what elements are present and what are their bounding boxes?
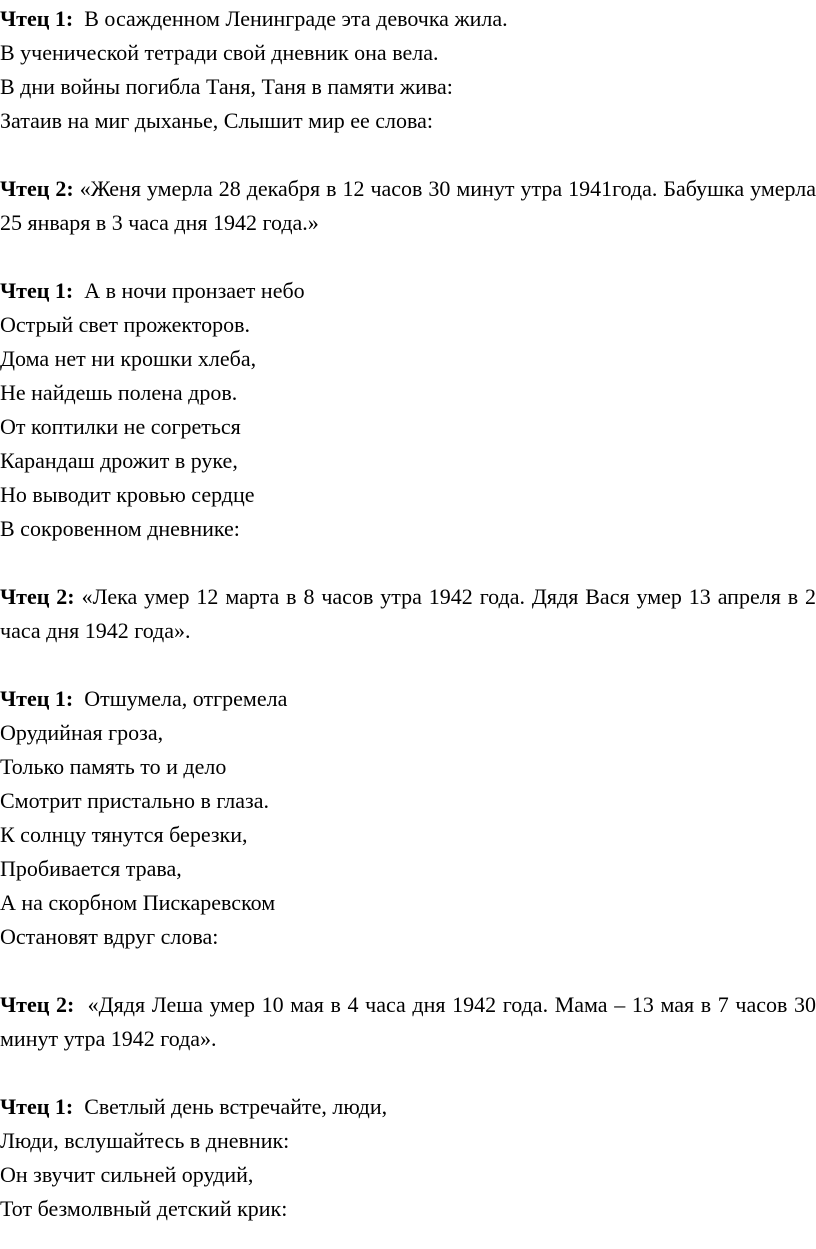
verse-block <box>0 274 816 546</box>
verse-line: А на скорбном Пискаревском <box>0 890 276 915</box>
verse-line: Люди, вслушайтесь в дневник: <box>0 1128 290 1153</box>
verse-text: А в ночи пронзает небо <box>84 278 305 303</box>
verse-line: Карандаш дрожит в руке, <box>0 448 238 473</box>
verse-line: Не найдешь полена дров. <box>0 380 238 405</box>
verse-line: В ученической тетради свой дневник она вела. <box>0 40 439 65</box>
verse-line: Смотрит пристально в глаза. <box>0 788 270 813</box>
verse-line: От коптилки не согреться <box>0 414 241 439</box>
verse-line: В дни войны погибла Таня, Таня в памяти жива: <box>0 74 453 99</box>
verse-block <box>0 682 816 954</box>
speaker-label: Чтец 1: <box>0 1094 74 1119</box>
speaker-label: Чтец 2: <box>0 176 74 201</box>
speaker-label: Чтец 1: <box>0 6 74 31</box>
speaker-label: Чтец 1: <box>0 278 74 303</box>
diary-entry <box>0 580 816 648</box>
diary-text: «Лека умер 12 марта в 8 часов утра 1942 года. Дядя Вася умер 13 апреля в 2 часа дня 1942 года». <box>0 584 816 643</box>
verse-line <box>0 2 816 36</box>
verse-block <box>0 1090 816 1226</box>
verse-text: В осажденном Ленинграде эта девочка жила. <box>84 6 508 31</box>
verse-text: Отшумела, отгремела <box>84 686 288 711</box>
diary-entry <box>0 172 816 240</box>
verse-line <box>0 682 816 716</box>
verse-line: Только память то и дело <box>0 754 227 779</box>
verse-block <box>0 2 816 138</box>
verse-line: Дома нет ни крошки хлеба, <box>0 346 257 371</box>
verse-line: Но выводит кровью сердце <box>0 482 255 507</box>
diary-entry <box>0 988 816 1056</box>
verse-line: В сокровенном дневнике: <box>0 516 240 541</box>
speaker-label: Чтец 1: <box>0 686 74 711</box>
verse-line: Орудийная гроза, <box>0 720 164 745</box>
verse-line <box>0 1090 816 1124</box>
verse-line: Тот безмолвный детский крик: <box>0 1196 288 1221</box>
verse-line: Острый свет прожекторов. <box>0 312 251 337</box>
verse-line <box>0 274 816 308</box>
verse-line: Пробивается трава, <box>0 856 182 881</box>
verse-line: К солнцу тянутся березки, <box>0 822 248 847</box>
verse-line: Остановят вдруг слова: <box>0 924 219 949</box>
speaker-label: Чтец 2: <box>0 992 75 1017</box>
speaker-label: Чтец 2: <box>0 584 75 609</box>
verse-text: Светлый день встречайте, люди, <box>84 1094 388 1119</box>
diary-text: «Женя умерла 28 декабря в 12 часов 30 минут утра 1941года. Бабушка умерла 25 января в 3 часа дня 1942 года.» <box>0 176 816 235</box>
verse-line: Затаив на миг дыханье, Слышит мир ее слова: <box>0 108 434 133</box>
verse-line: Он звучит сильней орудий, <box>0 1162 254 1187</box>
diary-text: «Дядя Леша умер 10 мая в 4 часа дня 1942 года. Мама – 13 мая в 7 часов 30 минут утра 1942 года». <box>0 992 816 1051</box>
